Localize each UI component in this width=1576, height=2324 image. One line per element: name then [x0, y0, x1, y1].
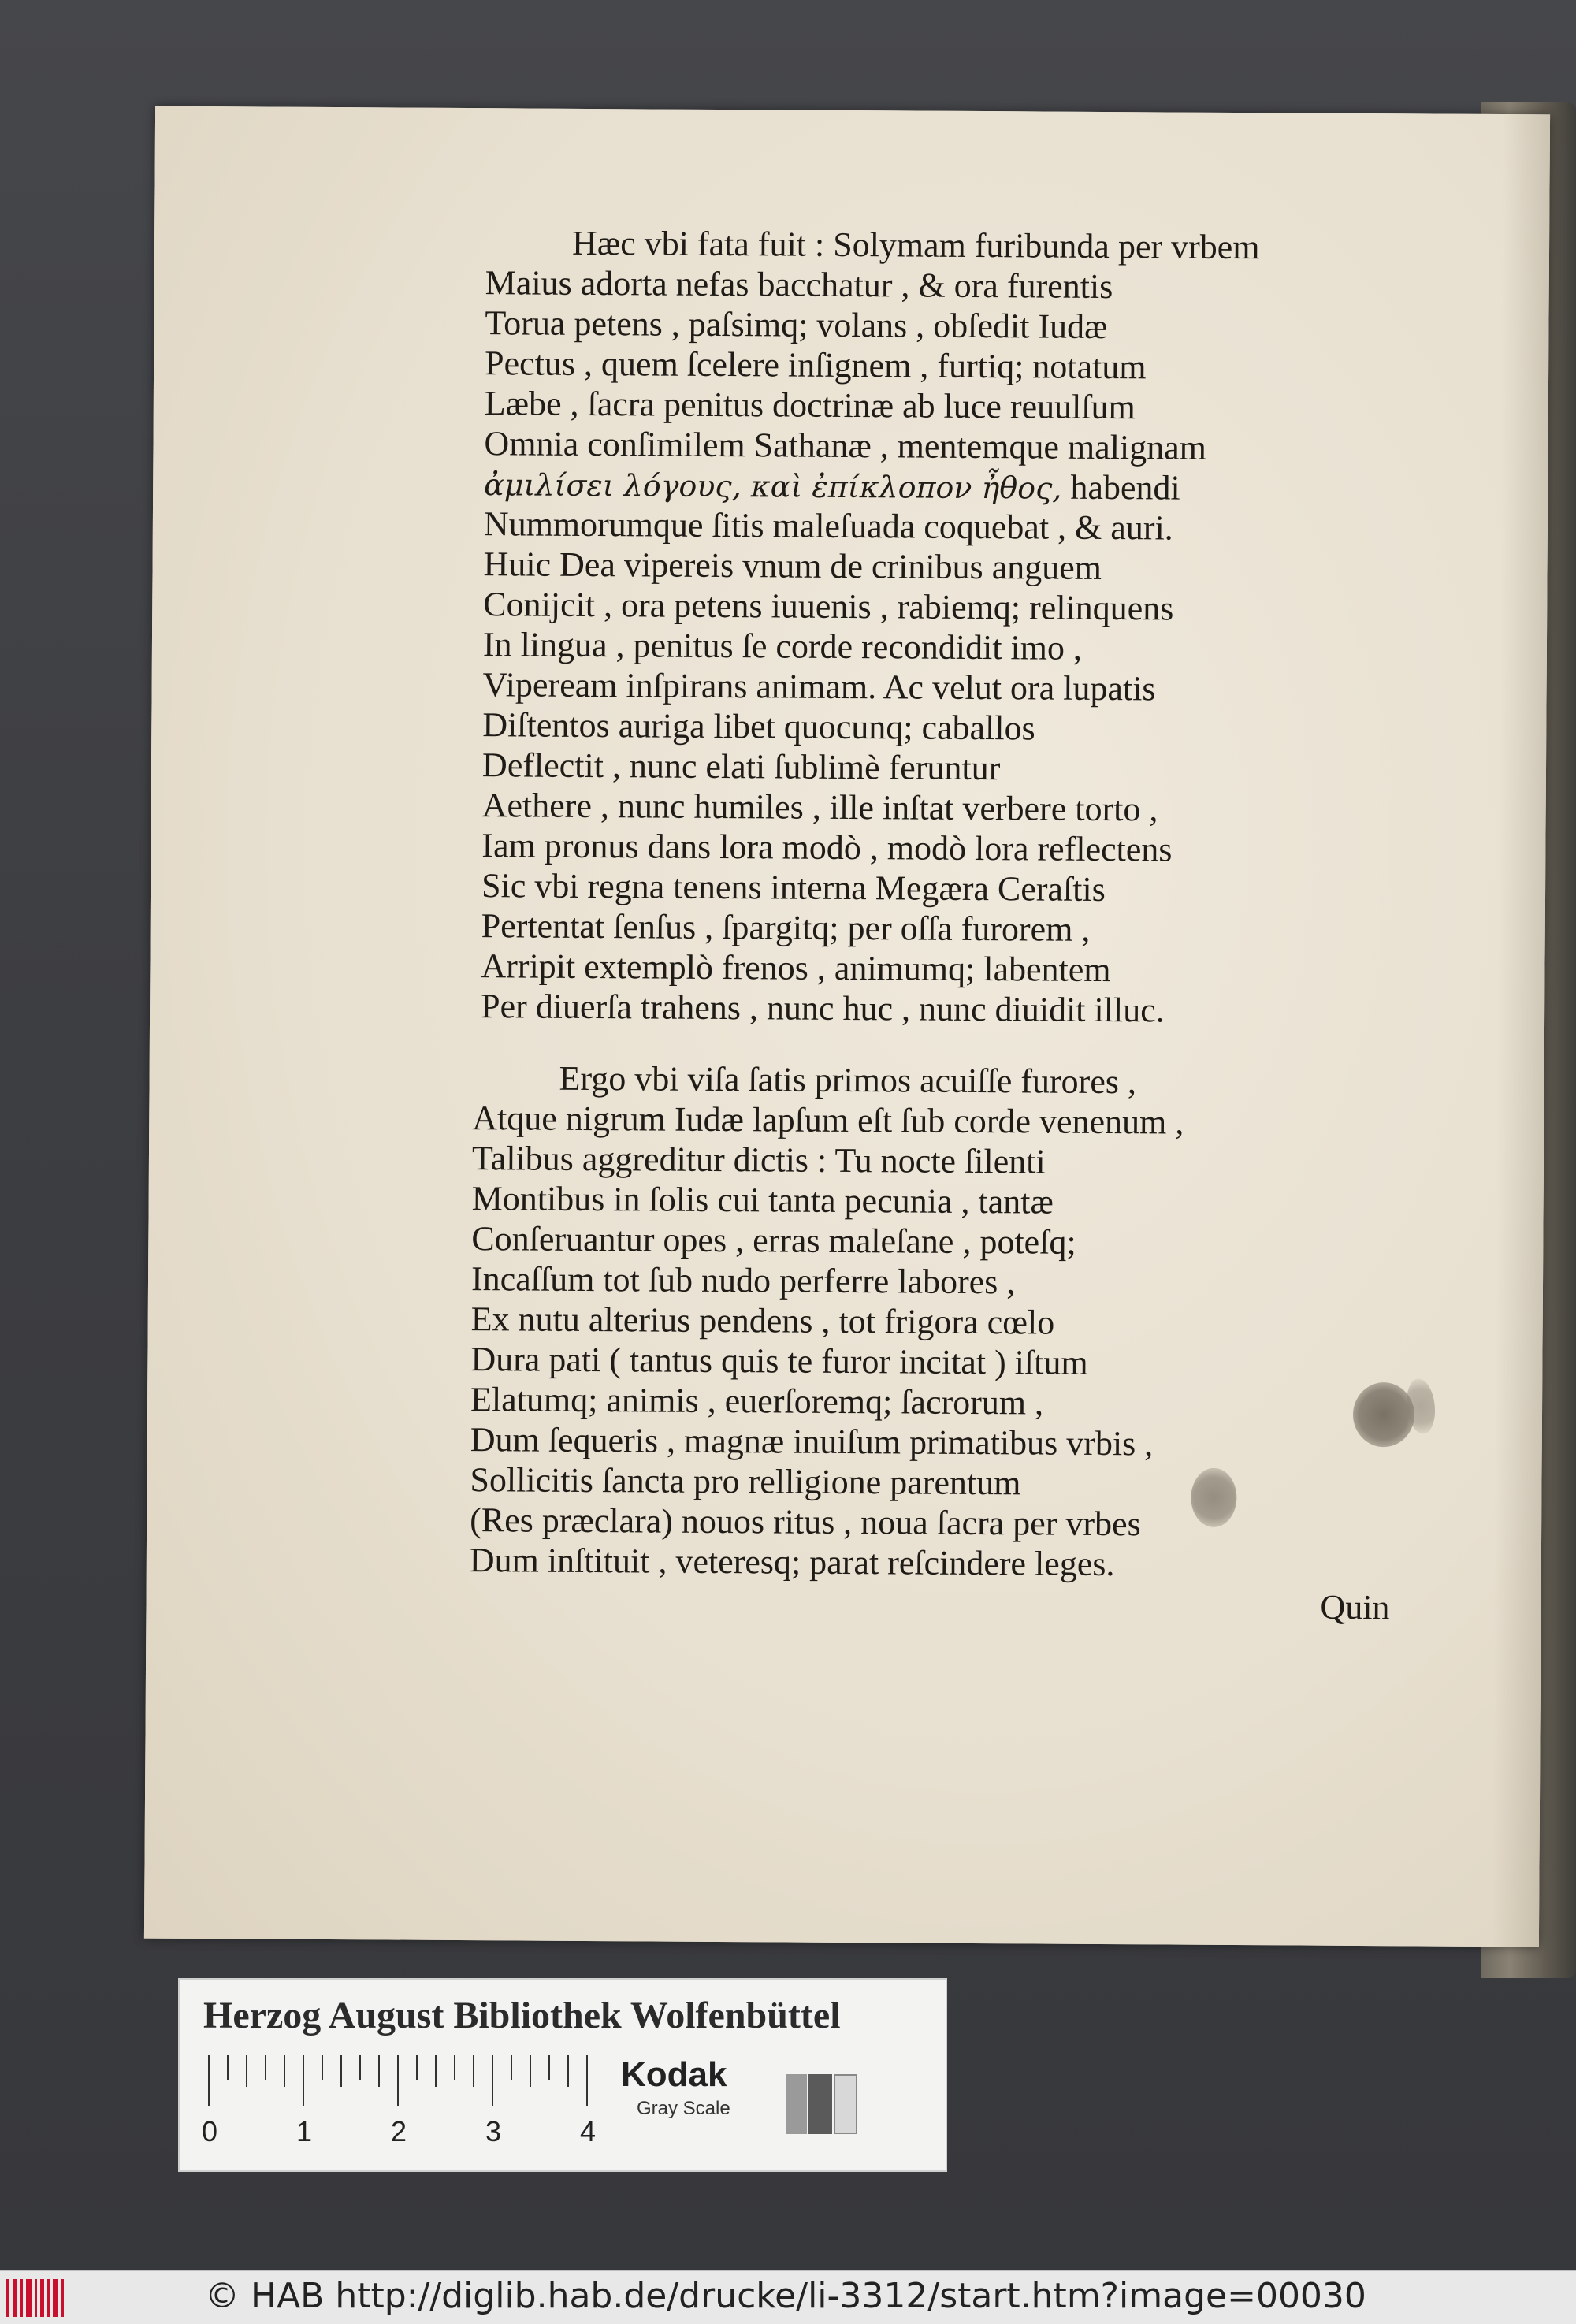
poem-line: Nummorumque ſitis maleſuada coquebat , & auri. [483, 504, 1173, 548]
poem-line: Sollicitis ſancta pro relligione parentum [470, 1460, 1021, 1503]
ruler-number: 1 [296, 2115, 313, 2147]
ruler-tick [284, 2055, 285, 2087]
poem-line: (Res præclara) nouos ritus , noua ſacra per vrbes [470, 1500, 1141, 1544]
ruler-number: 4 [580, 2115, 597, 2147]
ruler-tick [567, 2055, 569, 2087]
book-page [144, 106, 1550, 1947]
ruler-tick [227, 2055, 229, 2080]
poem-line: Huic Dea vipereis vnum de crinibus anguem [483, 545, 1102, 587]
stanza-2 [470, 1058, 1497, 1586]
poem-line: Aethere , nunc humiles , ille inſtat verbere torto , [481, 786, 1158, 829]
poem-text [144, 106, 1550, 1947]
ink-stain [1353, 1382, 1414, 1447]
poem-line: Montibus in ſolis cui tanta pecunia , tantæ [471, 1179, 1054, 1221]
poem-line: Iam pronus dans lora modò , modò lora reflectens [481, 826, 1173, 869]
greek-line-tail: habendi [1070, 467, 1180, 508]
ruler-tick [530, 2055, 531, 2087]
poem-line: Deflectit , nunc elati ſublimè feruntur [481, 746, 1001, 788]
ruler-tick [435, 2055, 437, 2087]
ruler-tick [265, 2055, 266, 2080]
poem-line: Talibus aggreditur dictis : Tu nocte ſilenti [471, 1139, 1046, 1181]
poem-line: Atque nigrum Iudæ lapſum eſt ſub corde venenum , [472, 1099, 1184, 1142]
ruler-tick [492, 2055, 493, 2106]
poem-line: Hæc vbi fata fuit : Solymam furibunda per vrbem [571, 223, 1260, 267]
poem-line: Torua petens , paſsimq; volans , obſedit Iudæ [485, 303, 1108, 347]
poem-line: Elatumq; animis , euerſoremq; ſacrorum , [470, 1380, 1044, 1422]
poem-line: Arripit extemplò frenos , animumq; labentem [481, 946, 1111, 990]
poem-line-greek [484, 463, 1508, 510]
gray-swatch [834, 2074, 857, 2134]
poem-line: Læbe , ſacra penitus doctrinæ ab luce reuulſum [484, 384, 1136, 427]
poem-line: Per diuerſa trahens , nunc huc , nunc diuidit illuc. [480, 987, 1165, 1030]
poem-line: Pertentat ſenſus , ſpargitq; per oſſa furorem , [481, 906, 1091, 949]
citation-link[interactable]: © HAB http://diglib.hab.de/drucke/li-3312/start.htm?image=00030 [205, 2276, 1366, 2316]
ruler-tick [416, 2055, 418, 2080]
ruler-tick [208, 2055, 210, 2106]
poem-line: Dum inſtituit , veteresq; parat reſcindere leges. [469, 1541, 1115, 1584]
greek-phrase: ἀμιλίσει λόγους, καὶ ἐπίκλοπον ἦθος, [484, 467, 1062, 506]
poem-line: Conſeruantur opes , erras maleſane , poteſq; [471, 1219, 1076, 1262]
kodak-logo: Kodak [621, 2055, 727, 2094]
poem-line: In lingua , penitus ſe corde recondidit imo , [482, 625, 1083, 667]
ruler-tick [473, 2055, 474, 2087]
gray-scale-label: Gray Scale [637, 2098, 730, 2119]
ruler-tick [548, 2055, 550, 2080]
stanza-1 [481, 222, 1510, 1032]
ruler-tick [586, 2055, 588, 2106]
hab-barcode-icon [6, 2279, 66, 2317]
ruler-tick [454, 2055, 455, 2080]
poem-line: Sic vbi regna tenens interna Megæra Ceraſtis [481, 866, 1106, 909]
ruler-tick [378, 2055, 380, 2087]
gray-swatch [786, 2074, 807, 2134]
ruler-number: 3 [485, 2115, 502, 2147]
ruler-tick [303, 2055, 304, 2106]
poem-line: Dum ſequeris , magnæ inuiſum primatibus vrbis , [470, 1420, 1154, 1463]
ruler-tick [511, 2055, 512, 2080]
ruler-scale [202, 2055, 602, 2166]
poem-line: Ex nutu alterius pendens , tot frigora cœlo [470, 1300, 1055, 1342]
ruler-tick [397, 2055, 399, 2106]
color-calibration-card [178, 1978, 947, 2172]
poem-line: Dura pati ( tantus quis te furor incitat ) iſtum [470, 1340, 1088, 1382]
ruler-tick [359, 2055, 361, 2080]
poem-line: Diſtentos auriga libet quocunq; caballos [482, 705, 1035, 748]
ruler-tick [340, 2055, 342, 2087]
library-name: Herzog August Bibliothek Wolfenbüttel [203, 1995, 841, 2036]
ruler-tick [246, 2055, 247, 2087]
poem-line: Omnia conſimilem Sathanæ , mentemque malignam [484, 424, 1207, 467]
poem-line: Incaſſum tot ſub nudo perferre labores , [470, 1259, 1016, 1302]
ruler-number: 2 [391, 2115, 407, 2147]
poem-line: Ergo vbi viſa ſatis primos acuiſſe furores , [559, 1058, 1137, 1102]
ink-stain [1191, 1468, 1236, 1527]
footer-bar [0, 2270, 1576, 2324]
ruler-tick [322, 2055, 323, 2080]
catchword: Quin [1320, 1587, 1390, 1627]
poem-line: Maius adorta nefas bacchatur , & ora furentis [485, 263, 1113, 307]
poem-line: Conijcit , ora petens iuuenis , rabiemq; relinquens [483, 585, 1174, 628]
poem-line: Pectus , quem ſcelere inſignem , furtiq; notatum [484, 344, 1147, 387]
poem-line: Vipeream inſpirans animam. Ac velut ora lupatis [482, 665, 1156, 708]
gray-swatch [808, 2074, 832, 2134]
ruler-number: 0 [202, 2115, 218, 2147]
